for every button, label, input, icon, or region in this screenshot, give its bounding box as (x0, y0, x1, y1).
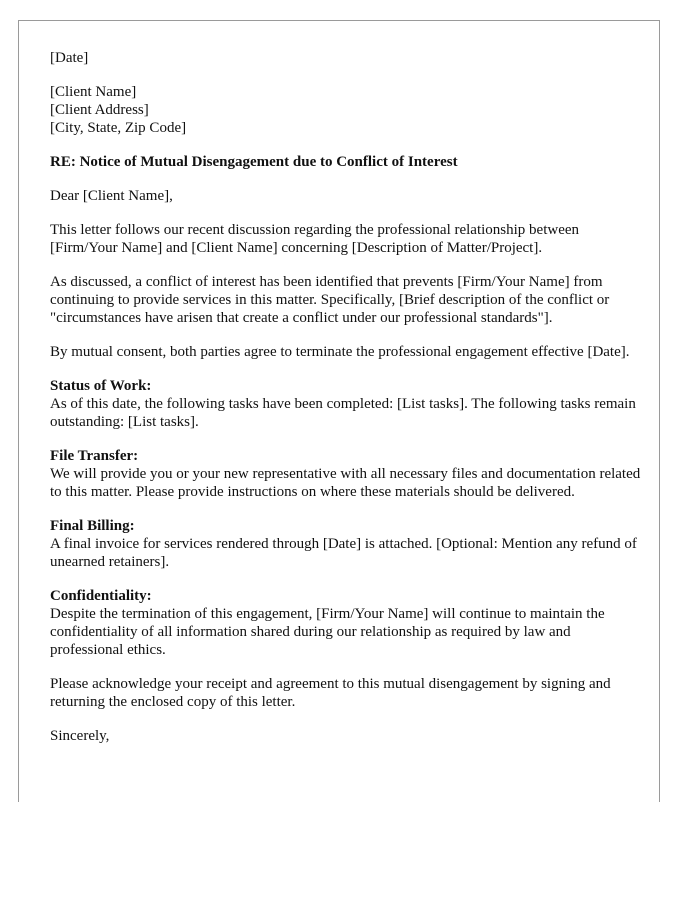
letter-page (18, 20, 660, 802)
section-body: As of this date, the following tasks have been completed: [List tasks]. The following tasks remain outstanding: [List tasks]. (50, 396, 636, 430)
section-heading: Confidentiality: (50, 588, 152, 604)
section-heading: Status of Work: (50, 378, 152, 394)
paragraph-discussion: This letter follows our recent discussion regarding the professional relationship between [Firm/Your Name] and [Client Name] concerning [Description of Matter/Project]. (50, 222, 580, 256)
letter-subject: RE: Notice of Mutual Disengagement due to Conflict of Interest (50, 154, 458, 170)
paragraph-acknowledgement: Please acknowledge your receipt and agreement to this mutual disengagement by signing and returning the enclosed copy of this letter. (50, 676, 611, 710)
section-body: A final invoice for services rendered through [Date] is attached. [Optional: Mention any refund of unearned retainers]. (50, 536, 637, 570)
recipient-address: [Client Address] (50, 102, 149, 118)
section-confidentiality (50, 587, 642, 659)
section-body: Despite the termination of this engagement, [Firm/Your Name] will continue to maintain the confidentiality of all information shared during our relationship as required by law and professional ethics. (50, 606, 605, 658)
paragraph-termination: By mutual consent, both parties agree to terminate the professional engagement effective [Date]. (50, 344, 630, 360)
recipient-address-block (50, 83, 642, 137)
section-body: We will provide you or your new representative with all necessary files and documentation related to this matter. Please provide instructions on where these materials should be delivered. (50, 466, 641, 500)
letter-closing: Sincerely, (50, 728, 110, 744)
recipient-name: [Client Name] (50, 84, 137, 100)
section-final-billing (50, 517, 642, 571)
letter-salutation: Dear [Client Name], (50, 188, 173, 204)
paragraph-conflict: As discussed, a conflict of interest has been identified that prevents [Firm/Your Name] from continuing to provide services in this matter. Specifically, [Brief description of the conflict or "circumstances have arisen that create a conflict under our professional standards"]. (50, 274, 610, 326)
section-file-transfer (50, 447, 642, 501)
section-status-of-work (50, 377, 642, 431)
letter-content (50, 49, 642, 761)
section-heading: File Transfer: (50, 448, 139, 464)
recipient-city-state-zip: [City, State, Zip Code] (50, 120, 187, 136)
section-heading: Final Billing: (50, 518, 135, 534)
letter-date: [Date] (50, 50, 89, 66)
